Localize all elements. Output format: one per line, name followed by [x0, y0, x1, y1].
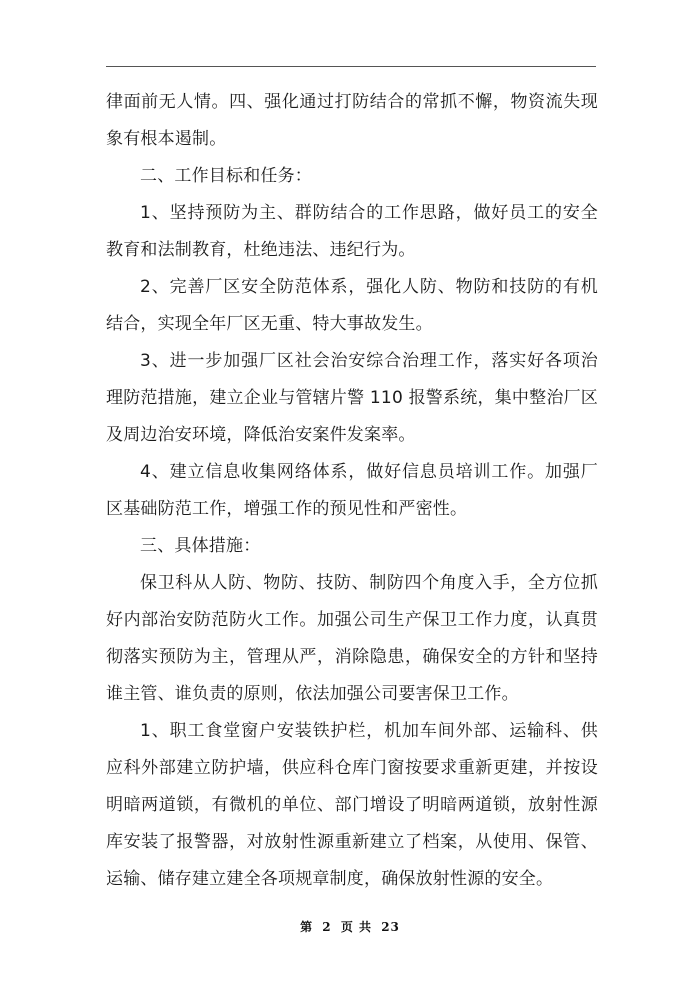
paragraph-goal-3: 3、进一步加强厂区社会治安综合治理工作，落实好各项治理防范措施，建立企业与管辖片警 110 报警系统，集中整治厂区及周边治安环境，降低治安案件发案率。	[106, 351, 598, 445]
section-heading-goals: 二、工作目标和任务：	[140, 166, 312, 186]
footer-prefix: 第	[300, 920, 314, 934]
paragraph-measure-1: 1、职工食堂窗户安装铁护栏，机加车间外部、运输科、供应科外部建立防护墙，供应科仓库门窗按要求重新更建，并按设明暗两道锁，有微机的单位、部门增设了明暗两道锁，放射性源库安装了报警器，对放射性源重新建立了档案，从使用、保管、运输、储存建立建全各项规章制度，确保放射性源的安全。	[106, 721, 598, 889]
footer-total-pages: 23	[381, 920, 400, 934]
header-rule	[106, 66, 596, 67]
paragraph-goal-2: 2、完善厂区安全防范体系，强化人防、物防和技防的有机结合，实现全年厂区无重、特大事故发生。	[106, 277, 598, 334]
section-heading-measures: 三、具体措施：	[140, 536, 261, 556]
paragraph-measures-intro: 保卫科从人防、物防、技防、制防四个角度入手，全方位抓好内部治安防范防火工作。加强公司生产保卫工作力度，认真贯彻落实预防为主，管理从严，消除隐患，确保安全的方针和坚持谁主管、谁负责的原则，依法加强公司要害保卫工作。	[106, 573, 598, 704]
footer-middle: 页 共	[340, 920, 373, 934]
body-text	[106, 84, 598, 898]
footer-current-page: 2	[322, 920, 332, 934]
paragraph-goal-1: 1、坚持预防为主、群防结合的工作思路，做好员工的安全教育和法制教育，杜绝违法、违纪行为。	[106, 203, 598, 260]
paragraph-1: 律面前无人情。四、强化通过打防结合的常抓不懈，物资流失现象有根本遏制。	[106, 92, 598, 149]
page-footer	[0, 918, 700, 935]
paragraph-goal-4: 4、建立信息收集网络体系，做好信息员培训工作。加强厂区基础防范工作，增强工作的预见性和严密性。	[106, 462, 598, 519]
